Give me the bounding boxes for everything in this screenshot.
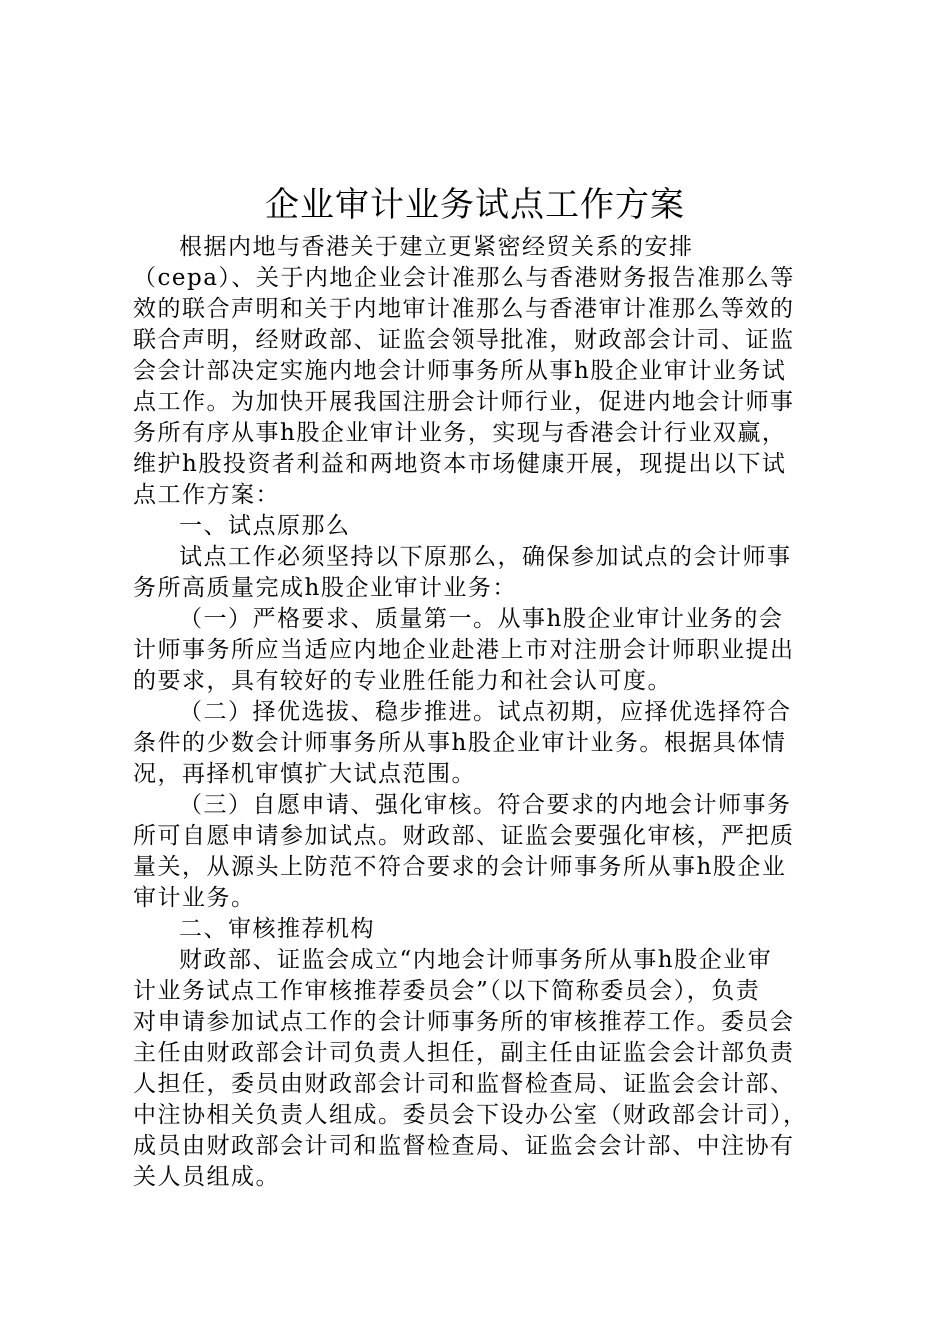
body-line: （一）严格要求、质量第一。从事h股企业审计业务的会 — [179, 606, 784, 632]
body-line: 况，再择机审慎扩大试点范围。 — [133, 761, 476, 787]
section-heading: 一、试点原那么 — [179, 513, 351, 539]
document-body — [133, 232, 823, 1193]
body-line: 关人员组成。 — [133, 1164, 280, 1190]
body-line: 计业务试点工作审核推荐委员会”（以下简称委员会），负责 — [133, 978, 761, 1004]
body-line: 点工作方案： — [133, 482, 280, 508]
body-line: 量关，从源头上防范不符合要求的会计师事务所从事h股企业 — [133, 854, 787, 880]
body-line: 维护h股投资者利益和两地资本市场健康开展，现提出以下试 — [133, 451, 787, 477]
body-line: 计师事务所应当适应内地企业赴港上市对注册会计师职业提出 — [133, 637, 795, 663]
body-line: 所可自愿申请参加试点。财政部、证监会要强化审核，严把质 — [133, 823, 795, 849]
body-line: 会会计部决定实施内地会计师事务所从事h股企业审计业务试 — [133, 358, 787, 384]
body-line: 审计业务。 — [133, 885, 256, 911]
section-heading: 二、审核推荐机构 — [179, 916, 375, 942]
body-line: 根据内地与香港关于建立更紧密经贸关系的安排 — [179, 234, 694, 260]
body-line: 中注协相关负责人组成。委员会下设办公室（财政部会计司）， — [133, 1102, 808, 1128]
body-line: （cepa）、关于内地企业会计准那么与香港财务报告准那么等 — [133, 265, 795, 291]
body-line: 的要求，具有较好的专业胜任能力和社会认可度。 — [133, 668, 672, 694]
body-line: 点工作。为加快开展我国注册会计师行业，促进内地会计师事 — [133, 389, 795, 415]
body-line: 务所有序从事h股企业审计业务，实现与香港会计行业双赢， — [133, 420, 787, 446]
body-line: 对申请参加试点工作的会计师事务所的审核推荐工作。委员会 — [133, 1009, 795, 1035]
body-line: 务所高质量完成h股企业审计业务： — [133, 575, 517, 601]
body-line: （二）择优选拔、稳步推进。试点初期，应择优选择符合 — [179, 699, 792, 725]
body-line: 联合声明，经财政部、证监会领导批准，财政部会计司、证监 — [133, 327, 795, 353]
body-line: 财政部、证监会成立“内地会计师事务所从事h股企业审 — [179, 947, 773, 973]
body-line: 条件的少数会计师事务所从事h股企业审计业务。根据具体情 — [133, 730, 787, 756]
body-line: 人担任，委员由财政部会计司和监督检查局、证监会会计部、 — [133, 1071, 795, 1097]
body-line: 试点工作必须坚持以下原那么，确保参加试点的会计师事 — [179, 544, 792, 570]
body-line: 主任由财政部会计司负责人担任，副主任由证监会会计部负责 — [133, 1040, 795, 1066]
document-title: 企业审计业务试点工作方案 — [265, 185, 685, 225]
body-line: 效的联合声明和关于内地审计准那么与香港审计准那么等效的 — [133, 296, 795, 322]
body-line: 成员由财政部会计司和监督检查局、证监会会计部、中注协有 — [133, 1133, 795, 1159]
body-line: （三）自愿申请、强化审核。符合要求的内地会计师事务 — [179, 792, 792, 818]
